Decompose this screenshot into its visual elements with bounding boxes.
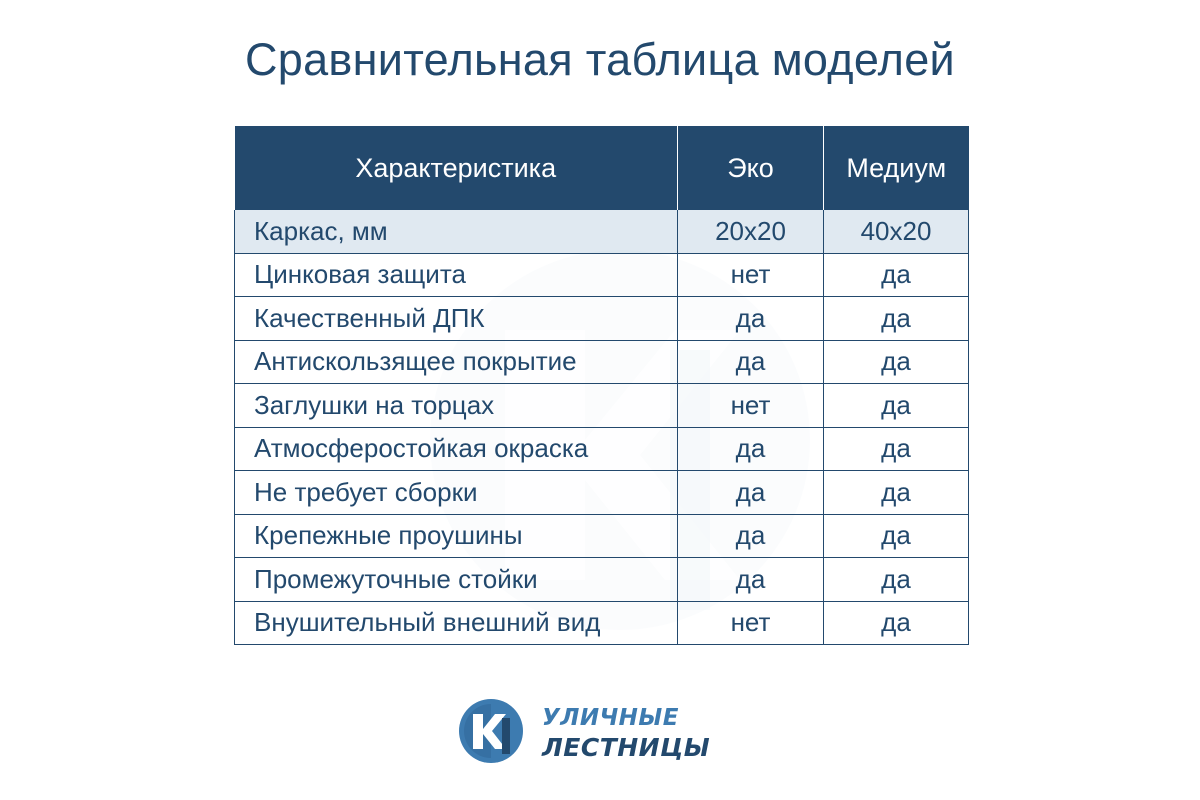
ul-monogram-icon — [458, 698, 524, 764]
table-row — [235, 427, 969, 471]
eco-value-cell: нет — [678, 384, 824, 428]
eco-value-cell: да — [678, 471, 824, 515]
medium-value-cell: да — [824, 558, 969, 602]
eco-value-cell: да — [678, 558, 824, 602]
table-row — [235, 558, 969, 602]
feature-cell: Заглушки на торцах — [235, 384, 678, 428]
feature-cell: Промежуточные стойки — [235, 558, 678, 602]
table-header-row — [235, 126, 969, 210]
medium-value-cell: да — [824, 601, 969, 645]
comparison-table — [234, 126, 969, 645]
eco-value-cell: нет — [678, 253, 824, 297]
brand-name-line2: ЛЕСТНИЦЫ — [542, 733, 711, 762]
feature-cell: Качественный ДПК — [235, 297, 678, 341]
medium-value-cell: да — [824, 427, 969, 471]
medium-value-cell: да — [824, 253, 969, 297]
header-feature: Характеристика — [235, 126, 678, 210]
brand-logo — [458, 698, 718, 768]
eco-value-cell: да — [678, 427, 824, 471]
eco-value-cell: нет — [678, 601, 824, 645]
brand-name — [542, 704, 710, 762]
medium-value-cell: да — [824, 340, 969, 384]
page-title: Сравнительная таблица моделей — [244, 34, 955, 85]
medium-value-cell: 40x20 — [824, 210, 969, 253]
feature-cell: Крепежные проушины — [235, 514, 678, 558]
feature-cell: Цинковая защита — [235, 253, 678, 297]
feature-cell: Каркас, мм — [235, 210, 678, 253]
table-row — [235, 297, 969, 341]
table-row — [235, 601, 969, 645]
table-row — [235, 514, 969, 558]
table-row — [235, 210, 969, 253]
feature-cell: Антискользящее покрытие — [235, 340, 678, 384]
medium-value-cell: да — [824, 514, 969, 558]
table-row — [235, 384, 969, 428]
comparison-table-container — [234, 126, 968, 645]
brand-name-line1: УЛИЧНЫЕ — [542, 705, 679, 731]
medium-value-cell: да — [824, 297, 969, 341]
feature-cell: Атмосферостойкая окраска — [235, 427, 678, 471]
eco-value-cell: да — [678, 340, 824, 384]
eco-value-cell: 20x20 — [678, 210, 824, 253]
feature-cell: Внушительный внешний вид — [235, 601, 678, 645]
table-row — [235, 471, 969, 515]
table-row — [235, 340, 969, 384]
eco-value-cell: да — [678, 297, 824, 341]
header-medium: Медиум — [824, 126, 969, 210]
feature-cell: Не требует сборки — [235, 471, 678, 515]
medium-value-cell: да — [824, 384, 969, 428]
eco-value-cell: да — [678, 514, 824, 558]
table-row — [235, 253, 969, 297]
header-eco: Эко — [678, 126, 824, 210]
medium-value-cell: да — [824, 471, 969, 515]
